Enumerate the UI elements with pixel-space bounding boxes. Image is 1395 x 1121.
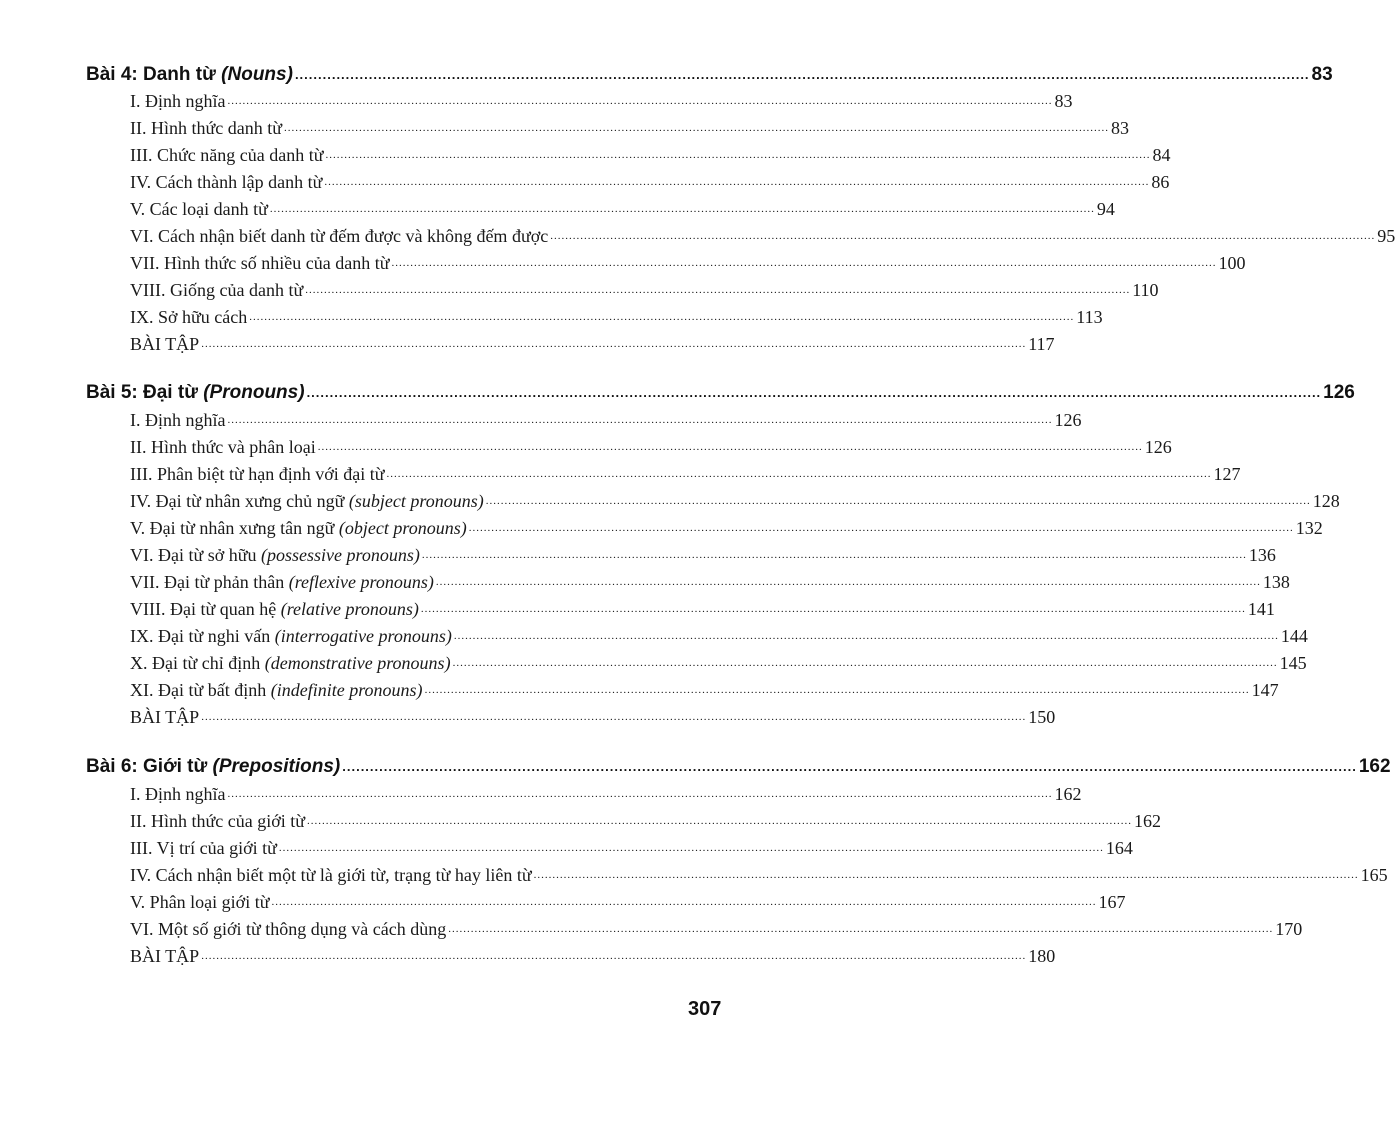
- entry-label-en: (demonstrative pronouns): [264, 653, 451, 673]
- entry-page-number: 110: [1132, 280, 1159, 300]
- entry-page-number: 162: [1134, 811, 1161, 831]
- entry-label: V. Các loại danh từ: [130, 199, 268, 219]
- entry-page-number: 150: [1028, 707, 1056, 727]
- section-page-number: 162: [1358, 756, 1391, 777]
- section-title-en: (Prepositions): [212, 756, 341, 777]
- section-heading-6: [86, 750, 1391, 778]
- dot-leader: ............................................................................................................................................................................................................................: [448, 923, 1274, 935]
- dot-leader: ............................................................................................................................................................................................................................: [325, 149, 1151, 161]
- entry-page-number: 165: [1360, 865, 1388, 885]
- entry-page-number: 162: [1054, 784, 1082, 804]
- dot-leader: ............................................................................................................................................................................................................................: [201, 711, 1027, 723]
- dot-leader: ............................................................................................................................................................................................................................: [227, 414, 1053, 426]
- entry-page-number: 86: [1151, 172, 1170, 192]
- dot-leader: ............................................................................................................................................................................................................................: [227, 95, 1053, 107]
- toc-entry: [130, 88, 1073, 112]
- entry-page-number: 138: [1262, 572, 1290, 592]
- section-title-en: (Nouns): [221, 64, 293, 85]
- entry-label-en: (relative pronouns): [280, 599, 419, 619]
- dot-leader: ............................................................................................................................................................................................................................: [452, 657, 1278, 669]
- dot-leader: ............................................................................................................................................................................................................................: [424, 684, 1250, 696]
- entry-label: III. Chức năng của danh từ: [130, 145, 324, 165]
- entry-label: VI. Đại từ sở hữu: [130, 545, 262, 565]
- dot-leader: ............................................................................................................................................................................................................................: [201, 950, 1027, 962]
- section-title-vi: Bài 5: Đại từ: [86, 382, 204, 403]
- toc-entry: [130, 304, 1103, 328]
- dot-leader: ............................................................................................................................................................................................................................: [294, 67, 1310, 82]
- entry-label: IV. Đại từ nhân xưng chủ ngữ: [130, 491, 349, 511]
- entry-page-number: 127: [1213, 464, 1241, 484]
- entry-label-en: (reflexive pronouns): [288, 572, 434, 592]
- dot-leader: ............................................................................................................................................................................................................................: [435, 576, 1261, 588]
- toc-entry: [130, 650, 1307, 674]
- toc-entry: [130, 623, 1308, 647]
- dot-leader: ............................................................................................................................................................................................................................: [550, 230, 1376, 242]
- toc-entry: [130, 808, 1161, 832]
- entry-label: II. Hình thức danh từ: [130, 118, 282, 138]
- dot-leader: ............................................................................................................................................................................................................................: [391, 257, 1217, 269]
- toc-entry: [130, 250, 1246, 274]
- entry-page-number: 83: [1054, 91, 1073, 111]
- dot-leader: ............................................................................................................................................................................................................................: [468, 522, 1294, 534]
- toc-entry: [130, 704, 1056, 728]
- entry-label: I. Định nghĩa: [130, 91, 226, 111]
- entry-page-number: 126: [1144, 437, 1172, 457]
- page-number: 307: [688, 998, 722, 1020]
- toc-entry: [130, 596, 1275, 620]
- toc-entry: [130, 943, 1056, 967]
- dot-leader: ............................................................................................................................................................................................................................: [305, 284, 1131, 296]
- entry-page-number: 136: [1248, 545, 1276, 565]
- toc-entry: [130, 434, 1172, 458]
- toc-entry: [130, 862, 1388, 886]
- dot-leader: ............................................................................................................................................................................................................................: [278, 842, 1104, 854]
- entry-label: BÀI TẬP: [130, 334, 200, 354]
- toc-entry: [130, 542, 1276, 566]
- toc-entry: [130, 835, 1133, 859]
- entry-label: BÀI TẬP: [130, 707, 200, 727]
- entry-page-number: 83: [1110, 118, 1129, 138]
- toc-entry: [130, 488, 1340, 512]
- entry-page-number: 100: [1218, 253, 1246, 273]
- entry-page-number: 141: [1247, 599, 1275, 619]
- toc-entry: [130, 331, 1055, 355]
- entry-label: BÀI TẬP: [130, 946, 200, 966]
- entry-page-number: 94: [1096, 199, 1115, 219]
- dot-leader: ............................................................................................................................................................................................................................: [283, 122, 1109, 134]
- entry-page-number: 167: [1098, 892, 1126, 912]
- entry-page-number: 144: [1280, 626, 1308, 646]
- entry-label: II. Hình thức và phân loại: [130, 437, 316, 457]
- toc-entry: [130, 461, 1241, 485]
- entry-label: VI. Một số giới từ thông dụng và cách dùng: [130, 919, 447, 939]
- entry-label: IX. Sở hữu cách: [130, 307, 248, 327]
- entry-label: II. Hình thức của giới từ: [130, 811, 305, 831]
- entry-label-en: (possessive pronouns): [261, 545, 420, 565]
- dot-leader: ............................................................................................................................................................................................................................: [201, 338, 1027, 350]
- entry-page-number: 113: [1076, 307, 1103, 327]
- entry-page-number: 147: [1251, 680, 1279, 700]
- dot-leader: ............................................................................................................................................................................................................................: [306, 385, 1322, 400]
- entry-page-number: 84: [1152, 145, 1171, 165]
- entry-page-number: 117: [1028, 334, 1055, 354]
- toc-entry: [130, 916, 1303, 940]
- toc-entry: [130, 142, 1171, 166]
- entry-label: X. Đại từ chỉ định: [130, 653, 265, 673]
- section-title-vi: Bài 6: Giới từ: [86, 756, 213, 777]
- entry-page-number: 95: [1377, 226, 1395, 246]
- dot-leader: ............................................................................................................................................................................................................................: [307, 815, 1132, 827]
- entry-label: IV. Cách nhận biết một từ là giới từ, trạng từ hay liên từ: [130, 865, 532, 885]
- toc-entry: [130, 889, 1126, 913]
- section-page-number: 126: [1323, 382, 1355, 403]
- dot-leader: ............................................................................................................................................................................................................................: [271, 896, 1097, 908]
- entry-label: VII. Hình thức số nhiều của danh từ: [130, 253, 390, 273]
- section-page-number: 83: [1311, 64, 1333, 85]
- toc-entry: [130, 196, 1115, 220]
- entry-label: I. Định nghĩa: [130, 784, 226, 804]
- toc-entry: [130, 223, 1395, 247]
- toc-entry: [130, 115, 1129, 139]
- entry-page-number: 145: [1279, 653, 1307, 673]
- entry-label: I. Định nghĩa: [130, 410, 226, 430]
- dot-leader: ............................................................................................................................................................................................................................: [533, 869, 1359, 881]
- dot-leader: ............................................................................................................................................................................................................................: [324, 176, 1150, 188]
- section-heading-4: [86, 58, 1333, 86]
- entry-label: VIII. Đại từ quan hệ: [130, 599, 281, 619]
- entry-page-number: 126: [1054, 410, 1082, 430]
- toc-entry: [130, 515, 1323, 539]
- section-title-en: (Pronouns): [203, 382, 305, 403]
- dot-leader: ............................................................................................................................................................................................................................: [249, 311, 1075, 323]
- dot-leader: ............................................................................................................................................................................................................................: [227, 788, 1053, 800]
- dot-leader: ............................................................................................................................................................................................................................: [317, 441, 1143, 453]
- entry-label: III. Phân biệt từ hạn định với đại từ: [130, 464, 385, 484]
- entry-page-number: 128: [1312, 491, 1340, 511]
- entry-label-en: (interrogative pronouns): [274, 626, 452, 646]
- toc-entry: [130, 407, 1082, 431]
- toc-entry: [130, 169, 1170, 193]
- toc-entry: [130, 569, 1290, 593]
- dot-leader: ............................................................................................................................................................................................................................: [269, 203, 1095, 215]
- entry-label-en: (subject pronouns): [348, 491, 484, 511]
- toc-entry: [130, 677, 1279, 701]
- entry-page-number: 132: [1295, 518, 1323, 538]
- entry-label: V. Đại từ nhân xưng tân ngữ: [130, 518, 339, 538]
- entry-label: V. Phân loại giới từ: [130, 892, 270, 912]
- entry-page-number: 164: [1105, 838, 1133, 858]
- toc-entry: [130, 781, 1082, 805]
- toc-entry: [130, 277, 1159, 301]
- entry-label: XI. Đại từ bất định: [130, 680, 271, 700]
- entry-label: III. Vị trí của giới từ: [130, 838, 277, 858]
- dot-leader: ............................................................................................................................................................................................................................: [420, 603, 1246, 615]
- section-title-vi: Bài 4: Danh từ: [86, 64, 222, 85]
- dot-leader: ............................................................................................................................................................................................................................: [453, 630, 1279, 642]
- entry-page-number: 170: [1275, 919, 1303, 939]
- dot-leader: ............................................................................................................................................................................................................................: [386, 468, 1212, 480]
- entry-label: VII. Đại từ phản thân: [130, 572, 289, 592]
- entry-label-en: (object pronouns): [338, 518, 467, 538]
- entry-label: IX. Đại từ nghi vấn: [130, 626, 275, 646]
- entry-page-number: 180: [1028, 946, 1056, 966]
- dot-leader: ............................................................................................................................................................................................................................: [342, 759, 1357, 774]
- dot-leader: ............................................................................................................................................................................................................................: [421, 549, 1247, 561]
- entry-label-en: (indefinite pronouns): [270, 680, 423, 700]
- dot-leader: ............................................................................................................................................................................................................................: [485, 495, 1311, 507]
- section-heading-5: [86, 376, 1355, 404]
- entry-label: VIII. Giống của danh từ: [130, 280, 304, 300]
- entry-label: IV. Cách thành lập danh từ: [130, 172, 323, 192]
- entry-label: VI. Cách nhận biết danh từ đếm được và không đếm được: [130, 226, 549, 246]
